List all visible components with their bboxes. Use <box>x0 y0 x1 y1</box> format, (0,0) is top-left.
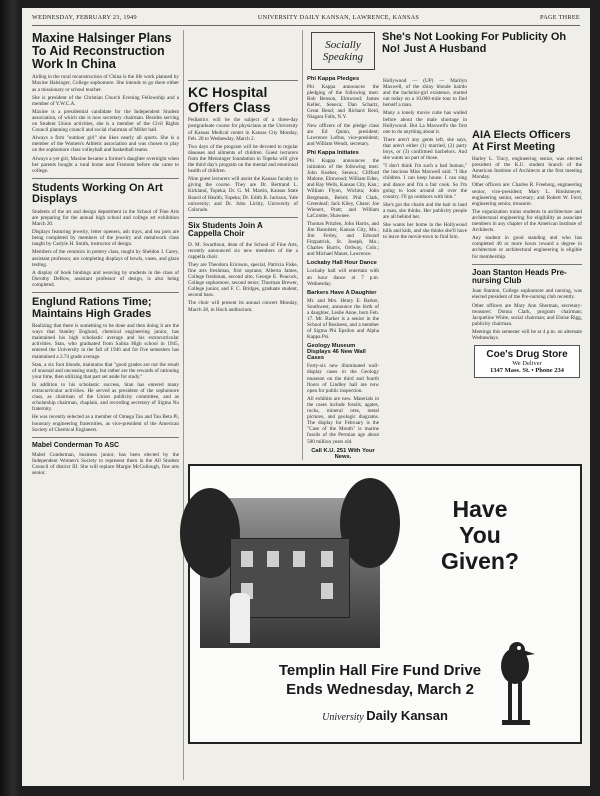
socially-speaking-box <box>311 32 375 70</box>
headline-stanton: Joan Stanton Heads Pre-nursing Club <box>472 267 567 285</box>
article-text: Many a lonely movie cutie has wailed before about the male shortage in Hollywood. But La Maxwell's the first one to do anything about it. <box>383 110 467 135</box>
window-shape <box>267 551 279 567</box>
article-text: In addition to his scholastic success, Stan has entered many extracurricular activities. He served as president of the sophomore class, as chairman of the Union publicity committee, and as scholarship chairman, chaplain, and recording secretary of Sigma Nu fraternity. <box>32 381 179 413</box>
ad-store-address: 1347 Mass. St. • Phone 234 <box>490 367 564 375</box>
social-title-2: Speaking <box>322 51 364 63</box>
article-text: The choir will present its annual concert Monday, March 28, in Hoch auditorium. <box>188 300 298 313</box>
society-column <box>307 30 379 460</box>
subhead: Phi Kappa Initiates <box>307 149 359 156</box>
column-1 <box>32 30 184 780</box>
divider <box>32 178 179 179</box>
brand-university: University <box>322 712 364 723</box>
article-text: Phi Kappa announces the pledging of the following men: Bob Benson, Elmwood; James Keller, Seneca; Dan Schartz, Great Bend; and Richard Reid, Niagara Falls, N.Y. <box>307 84 379 121</box>
ad-drive-line-2: Ends Wednesday, March 2 <box>286 681 474 698</box>
fire-fund-ad <box>188 464 582 744</box>
article-text: Two days of the program will be devoted to regular diseases and ailments of children. Guest lecturers from the Menninger foundation in Topeka will give the third day's program on the mental and emotional health of children. <box>188 143 298 175</box>
divider <box>188 217 298 218</box>
subhead: Phi Kappa Pledges <box>307 76 360 82</box>
article-text: All exhibits are new. Materials in the cases include fossils, agates, rocks, mineral ores, metal pictures, and geologic diagrams. The display for February is the "Case of the Month" is marine fossils of the Permian age about 500 million years old. <box>307 395 379 445</box>
article-text: Mabel Conderman, business junior, has been elected by the Independent Women's Society to represent them in the All Student Council of district III. She will replace Margie McCullough, fine arts senior. <box>32 452 179 477</box>
person-figure <box>230 593 250 643</box>
article-text: Other officers are Mary Ann Sherman, secretary-treasurer; Donna Clark, program chairman; Jacqueline White, social chairman; and Eloise Rigg, publicity chairman. <box>472 302 582 327</box>
social-title-1: Socially <box>325 39 361 51</box>
divider <box>32 292 179 293</box>
header-paper: UNIVERSITY DAILY KANSAN, LAWRENCE, KANSAS <box>257 14 420 21</box>
article-text: Mr. and Mrs. Henry E. Barker, Southwest, announce the birth of a daughter, Leslie Anne, born Feb. 17. Mr. Barker is a senior in the School of Business, and a member of Sigma Phi Epsilon and Alpha Kappa Psi. <box>307 297 379 341</box>
jayhawk-icon <box>490 636 540 731</box>
window-shape <box>241 551 253 567</box>
ad-photo <box>200 498 380 648</box>
brand-daily-kansan: Daily Kansan <box>366 708 448 723</box>
ad-drive-line-1: Templin Hall Fire Fund Drive <box>278 662 482 679</box>
article-text: Displays featuring jewelry, letter openers, ash trays, and tea pots are being completed by members of the jewelry and metalwork class taught by Carlyle H. Smith, instructor of design. <box>32 229 179 248</box>
ad-brand <box>300 708 470 723</box>
headline-art-displays: Students Working On Art Displays <box>32 181 163 206</box>
article-text: They are Theodora Ericsson, special, Patricia Fiske, fine arts freshman, first soprano; Alberta James, College freshman, second alto; George E. Peacock, College sophomore, second tenor; Thurman Brewer, College junior, and F. C. Bridges, graduate student, second bass. <box>188 261 298 299</box>
coes-drug-store-ad <box>474 345 580 378</box>
newspaper-page <box>22 8 590 786</box>
page-header <box>32 14 580 26</box>
article-text: Thomas Pritzlen, John Harris, and Jim Bannister, Kansas City, Mo.; Jim Ferley, and Edward Fitzpatrick, St. Joseph, Mo.; Charles Burris, Ordway, Colo.; and Michael Mauer, Lawrence. <box>307 220 379 258</box>
article-text: She's got the charm and the hair to land a man, she thinks. Her publicity people are all behind her. <box>383 201 467 220</box>
article-text: Any student in good standing and who has completed 40 or more hours toward a degree in architecture or architectural engineering is eligible for membership. <box>472 235 582 260</box>
article-text: Pediatrics will be the subject of a three-day postgraduate course for physicians at the University of Kansas Medical center in Kansas City Monday, Feb. 28 to Wednesday, March 2. <box>188 117 298 142</box>
ad-store-name: Coe's Drug Store <box>486 349 568 361</box>
header-date: WEDNESDAY, FEBRUARY 23, 1949 <box>32 14 137 21</box>
article-text: Phi Kappa announces the initiation of the following men: John Koeber, Seneca; Clifford Malone, Elmwood; William Eden, and Ray Wells, Kansas City, Kan.; William Flynn, Wichita; John Bergmann, Beloit; Phil Clark, Greenleaf; Jack Kiley, Chase; Joe Wienert, Pratt; and William LaCombe, Shawnee. <box>307 157 379 219</box>
header-page: PAGE THREE <box>540 14 580 21</box>
column-4 <box>472 128 582 448</box>
article-text: Always a firm "outdoor girl" she likes nearly all sports. She is a member of the Women's Athletic association and was chosen to play on the sophomore class volleyball and basketball teams. <box>32 135 179 154</box>
article-text: A display of book bindings and weaving by students in the class of Dorothy DeBow, assistant professor of design, is also being completed. <box>32 269 179 288</box>
ad-question-line-3: Given? <box>441 548 519 574</box>
article-text: Members of the ceramics in pottery class, taught by Sheldon J. Carey, assistant professor, are completing displays of bowls, vases, and glaze testing. <box>32 249 179 268</box>
divider <box>188 80 298 81</box>
article-text: New officers of the pledge class are Ed Quinn, president; Lawrence Loftus, vice-president; and William Wendt, secretary. <box>307 122 379 147</box>
subhead: Geology Museum Displays 46 New Wall Cases <box>307 343 366 362</box>
article-text: He was recently selected as a member of Omega Tau and Tau Beta Pi, honorary engineering fraternities, as vice-president of the American Society of Chemical Engineers. <box>32 414 179 433</box>
maxwell-story <box>383 30 467 460</box>
article-text: Realizing that there is something to be done and then doing it are the ways that Stanley Englund, chemical engineering junior, has maintained his high scholastic average and his extracurricular activities. Stan, who graduated from Salina High school in 1945, entered the University in the fall of 1946 and for five semesters has maintained a 2.74 grade average. <box>32 323 179 360</box>
article-text: Other officers are: Charles R. Freeborg, engineering senior, vice-president; Mary L. Rindsmeyer, engineering senior, secretary; and Robert W. Ford, engineering senior, treasurer. <box>472 182 582 207</box>
subhead: Barkers Have A Daughter <box>307 289 377 296</box>
headline-kc-hospital: KC Hospital Offers Class <box>188 84 271 115</box>
article-text: Aiding in the rural reconstruction of China is the life work planned by Maxine Halsinger, College sophomore. She intends to go there either as a missionary or school teacher. <box>32 74 179 93</box>
article-text: There aren't any gents left, she says, that aren't either (1) married, (2) party boys, or (3) confirmed bachelors. And she wants no part of those. <box>383 136 467 162</box>
news-call-footer: Call K.U. 251 With Your News. <box>311 447 375 460</box>
ad-store-tag: We Deliver <box>512 360 542 368</box>
article-text: Maxine is a presidential candidate for the Independent Student association, of which she is now secretary chairman. Besides serving on Student Union activities, she is a member of the Civil Rights Council planning council and social chairman of Miller hall. <box>32 108 179 134</box>
headline-halsinger: Maxine Halsinger Plans To Aid Reconstruction Work In China <box>32 31 172 72</box>
column-2 <box>188 30 303 460</box>
column-3 <box>307 30 467 460</box>
headline-aia: AIA Elects Officers At First Meeting <box>472 129 571 153</box>
article-text: The organization trains students in architecture and architectural engineering for eligibility as associate members in any chapter of the American Institute of Architects. <box>472 208 582 234</box>
binding-edge <box>0 0 22 796</box>
article-text: Lockaby hall will entertain with an hour dance at 7 p.m. Wednesday. <box>307 268 379 287</box>
article-text: Meetings this semester will be at 4 p.m. on alternate Wednesdays. <box>472 328 582 342</box>
headline-conderman: Mabel Conderman To ASC <box>32 441 120 449</box>
window-shape <box>321 583 333 599</box>
article-text: "I don't think I'm such a bad human," the luscious Miss Maxwell said. "I like children. I can keep house. I can sing and dance and I'm a fair cook. So I'm going to look around all over the country. I'll go outdoors with him." <box>383 163 467 200</box>
article-text: Forty-six new illuminated wall-display cases in the Geology museum on the third and fourth floors of Lindley hall are now open for public inspection. <box>307 363 379 394</box>
article-text: She is president of the Christian Church Evening Fellowship and a member of Y.W.C.A. <box>32 94 179 107</box>
maxwell-headline-box <box>382 30 582 78</box>
subhead: Lockaby Hall Hour Dance <box>307 260 377 267</box>
window-shape <box>321 551 333 567</box>
article-text: Nine guest lecturers will assist the Kansas faculty in giving the course. They are Dr. Bertrand L. Kirkland, Topeka; Dr. G. M. Martin, Kansas State Board of Health, Topeka; Dr. Edith B. Jackson, Yale university; and Dr. John Lichty, University of Colorado. <box>188 176 298 213</box>
headline-maxwell: She's Not Looking For Publicity Oh No! Just A Husband <box>382 31 567 55</box>
article-text: She wants her home in the Hollywood hills and kids, and she thinks she'll have to leave the movie-town to find him. <box>383 222 467 241</box>
article-text: Hollywood — (UP) — Marilyn Maxwell, of the shiny blonde hairdo and the bachelor-girl existence, started out today on a 10,000-mile tour to find herself a man. <box>383 78 467 109</box>
ad-question-line-1: Have <box>452 496 508 522</box>
divider <box>32 437 179 438</box>
article-text: Students of the art and design department in the School of Fine Arts are preparing for the annual high school and college art exhibition March 20. <box>32 208 179 228</box>
article-text: Stan, a six foot blonde, maintains that "good grades are not the result of unusual and unceasing study, but rather are the rewards of rationing your time, then utilizing that part set aside for study." <box>32 361 179 380</box>
article-text: Always a yet girl, Maxine became a former's daughter overnight when her parents bought a rural home near Fremont before she came to college. <box>32 155 179 174</box>
window-shape <box>293 551 305 567</box>
ad-question-line-2: You <box>459 522 501 548</box>
ad-question <box>415 496 545 574</box>
article-text: D. M. Swarthout, dean of the School of Fine Arts, recently announced six new members of the a cappella choir. <box>188 241 298 260</box>
headline-englund: Englund Rations Time; Maintains High Grades <box>32 296 152 320</box>
article-text: Harley L. Tracy, engineering senior, was elected president of the K.U. student branch of the American Institute of Architects at the first meeting Monday. <box>472 156 582 181</box>
divider <box>472 264 582 265</box>
article-text: Joan Stanton, College sophomore and nursing, was elected president of the Pre-nursing club recently. <box>472 288 582 301</box>
headline-a-cappella: Six Students Join A Cappella Choir <box>188 220 263 239</box>
